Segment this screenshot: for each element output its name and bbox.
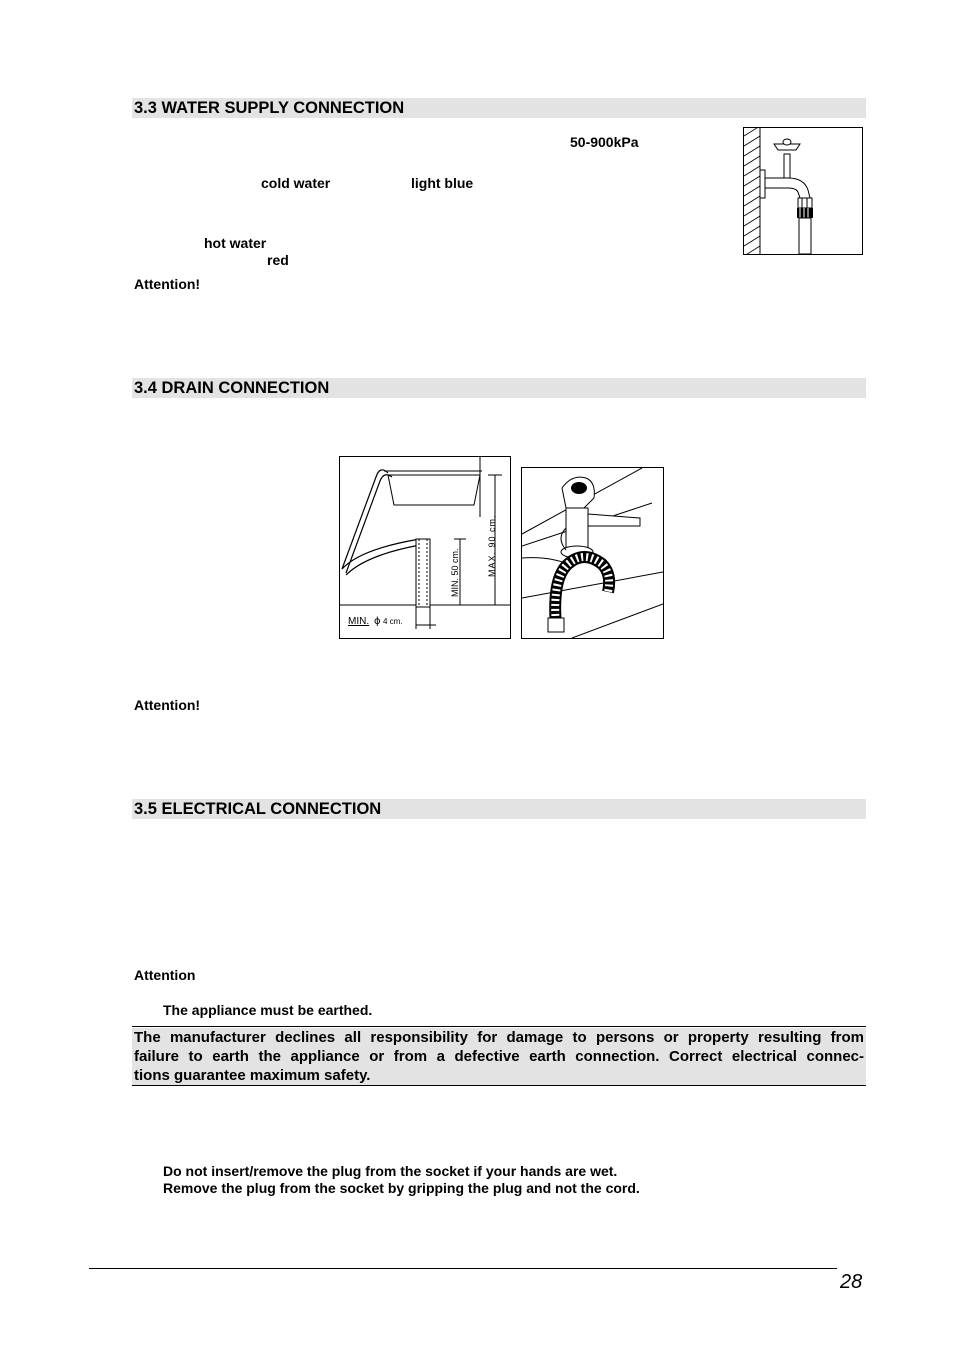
diameter-label-prefix: MIN. [348, 616, 370, 627]
min-height-label: MIN. 50 cm. [450, 548, 460, 597]
max-height-label: MAX. 90 cm. [487, 514, 497, 577]
section-title: 3.3 WATER SUPPLY CONNECTION [134, 99, 405, 117]
tap-connection-illustration [743, 127, 863, 255]
red-label: red [267, 252, 289, 268]
section-title: 3.4 DRAIN CONNECTION [134, 379, 330, 397]
diameter-label-value: 4 cm. [383, 617, 403, 626]
plug-grip-warning: Remove the plug from the socket by gripping the plug and not the cord. [163, 1180, 640, 1196]
section-header-water-supply [132, 98, 866, 118]
footer-rule [89, 1268, 837, 1269]
section-header-drain [132, 378, 866, 398]
light-blue-label: light blue [411, 175, 474, 191]
drain-sink-hook-illustration [521, 467, 664, 639]
earthed-notice: The appliance must be earthed. [163, 1002, 373, 1018]
section-title: 3.5 ELECTRICAL CONNECTION [134, 800, 382, 818]
section-header-electrical [132, 799, 866, 819]
svg-text:ϕ: ϕ [374, 616, 381, 627]
warning-line: failure to earth the appliance or from a defective earth connection. Correct electrical connec- [134, 1048, 864, 1065]
hot-water-label: hot water [204, 235, 267, 251]
drain-height-illustration [339, 456, 511, 639]
warning-line: tions guarantee maximum safety. [132, 1066, 866, 1085]
pressure-range: 50-900kPa [570, 134, 639, 150]
attention-label: Attention [134, 967, 196, 983]
warning-line: The manufacturer declines all responsibility for damage to persons or property resulting from [134, 1029, 864, 1046]
earthing-warning-box [132, 1026, 866, 1086]
page-number: 28 [840, 1271, 863, 1293]
plug-wet-hands-warning: Do not insert/remove the plug from the socket if your hands are wet. [163, 1163, 618, 1179]
cold-water-label: cold water [261, 175, 331, 191]
attention-label: Attention! [134, 697, 201, 713]
attention-label: Attention! [134, 276, 201, 292]
